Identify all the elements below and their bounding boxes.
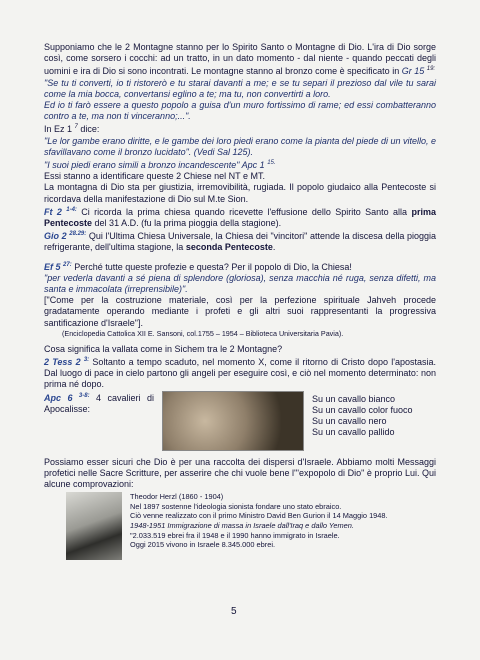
quote-apocalypse: [44, 158, 436, 171]
verse-number: 3:: [83, 357, 90, 364]
bold-text: prima Pentecoste: [44, 206, 436, 229]
text: Soltanto a tempo scaduto, nel momento X, come il ritorno di Cristo dopo l'apostasia. Dal luogo di pace in cielo partono gli angeli per eseguire così, e ciò nel momento determinato: non prima né dopo.: [44, 357, 436, 390]
herzl-line: Nel 1897 sostenne l'ideologia sionista fondare uno stato ebraico.: [130, 501, 342, 511]
text: "I suoi piedi erano simili a bronzo incandescente" Apc 1: [44, 160, 265, 171]
text: dice:: [80, 124, 100, 135]
verse-number: 15.: [267, 160, 276, 167]
horsemen-list: [312, 391, 413, 451]
herzl-line: Theodor Herzl (1860 - 1904): [130, 492, 224, 502]
bold-text: seconda Pentecoste: [185, 242, 273, 253]
paragraph-ephesians: [44, 260, 436, 273]
apocalypse-caption: [44, 391, 154, 451]
bible-ref: In Ez 1: [44, 124, 73, 135]
verse-number: 27:: [63, 261, 72, 268]
ezekiel-intro: [44, 122, 436, 135]
bible-ref: Ef 5: [44, 261, 61, 272]
herzl-line: 1948-1951 Immigrazione di massa in Israele dall'Iraq e dallo Yemen.: [130, 521, 354, 531]
text: 4 cavalieri di Apocalisse:: [44, 392, 154, 414]
quote-ephesians: "per vederla davanti a sé piena di splendore (gloriosa), senza macchia né ruga, senza difetti, ma santa e immacolata (irreprensibile)".: [44, 272, 436, 295]
paragraph-philippians: [44, 205, 436, 229]
herzl-text-block: [130, 492, 388, 560]
paragraph-churches: Essi stanno a identificare queste 2 Chiese nel NT e MT.: [44, 171, 265, 182]
apocalypse-section: [44, 391, 436, 451]
list-item: Su un cavallo bianco: [312, 393, 396, 404]
herzl-line: "2.033.519 ebrei fra il 1948 e il 1990 hanno immigrato in Israele.: [130, 530, 340, 540]
paragraph-joel: Gio 2 $^{28.29:}$ Qui l'Ultima Chiesa Universale, la Chiesa dei "vincitori" attende la discesa della pioggia refrigerante, dell'ultima stagione, la seconda Pentecoste.: [44, 231, 436, 253]
quote-jeremiah-2: Ed io ti farò essere a questo popolo a guisa d'un muro fortissimo di rame; ed essi combatteranno contro a te, ma non ti vinceranno;...".: [44, 100, 436, 122]
herzl-photo: [66, 492, 122, 560]
text: Ci ricorda la prima chiesa quando ricevette l'effusione dello Spirito Santo alla: [81, 206, 408, 217]
verse-number: 1-4:: [66, 206, 77, 213]
bible-ref: Apc 6: [44, 392, 73, 403]
list-item: Su un cavallo pallido: [312, 427, 395, 438]
verse-number: 3-8:: [78, 392, 90, 399]
herzl-line: Ciò venne realizzato con il primo Ministro David Ben Gurion il 14 Maggio 1948.: [130, 511, 388, 521]
source-citation: (Enciclopedia Cattolica XII E. Sansoni, col.1755 – 1954 – Biblioteca Universitaria Pavia).: [62, 328, 344, 338]
bible-ref: Gr 15: [401, 66, 425, 77]
page-content: [44, 42, 436, 560]
text: Qui l'Ultima Chiesa Universale, la Chiesa dei "vincitori" attende la discesa della pioggia refrigerante, dell'ultima stagione, la: [44, 231, 436, 253]
quote-encyclopedia: ["Come per la costruzione materiale, così per la perfezione spirituale Jahveh procede gradatamente operando mediante i profeti e gli altri suoi rappresentanti la progressiva santificazione d'Israele"].: [44, 295, 436, 328]
verse-number: 28.29:: [69, 231, 87, 238]
herzl-section: [44, 492, 436, 560]
page-number: 5: [231, 606, 237, 617]
four-horsemen-image: [162, 391, 304, 451]
text: Supponiamo che le 2 Montagne stanno per lo Spirito Santo o Montagne di Dio. L'ira di Dio sorge così, come sorsero i cocchi: ad un tratto, in un dato momento - dal niente - quando peccati degli uomini e ira di Dio si sono incontrati. Le montagne stanno al bronzo come è specificato in: [44, 42, 436, 77]
verse-number: 7: [74, 124, 78, 131]
text: del 31 A.D. (fu la prima pioggia della stagione).: [94, 218, 282, 229]
herzl-line: Oggi 2015 vivono in Israele 8.345.000 ebrei.: [130, 540, 276, 550]
list-item: Su un cavallo color fuoco: [312, 404, 413, 415]
paragraph-israel: Possiamo esser sicuri che Dio è per una raccolta dei dispersi d'Israele. Abbiamo molti Messaggi profetici nelle Sacre Scritture, per asserire che chi vuole bene l'"expopolo di Dio" è proprio Lui. Qui alcune comprovazioni:: [44, 456, 436, 490]
bible-ref: Gio 2: [44, 231, 67, 242]
quote-ezekiel: "Le lor gambe erano diritte, e le gambe dei loro piedi erano come la pianta del piede di un vitello, e sfavillavano come il bronzo lucidato". (Vedi Sal 125).: [44, 135, 436, 157]
list-item: Su un cavallo nero: [312, 416, 387, 427]
question-sichem: Cosa significa la vallata come in Sichem tra le 2 Montagne?: [44, 343, 283, 354]
bible-ref: Ft 2: [44, 206, 62, 217]
paragraph-thessalonians: [44, 355, 436, 391]
bible-ref: 2 Tess 2: [44, 357, 81, 368]
paragraph-mountains: [44, 42, 436, 78]
quote-jeremiah: "Se tu ti converti, io ti ristorerò e tu starai davanti a me; e se tu separi il prezioso dal vile tu sarai come la mia bocca, convertansi eglino a te; ma tu, non convertirti a loro.: [44, 77, 436, 99]
paragraph-mountain-god: La montagna di Dio sta per giustizia, irremovibilità, rugiada. Il popolo giudaico alla Pentecoste si ricordava della manifestazione di Dio sul M.te Sion.: [44, 182, 436, 204]
text: Perché tutte queste profezie e questa? Per il popolo di Dio, la Chiesa!: [74, 261, 352, 272]
verse-number: 19:: [426, 66, 436, 73]
